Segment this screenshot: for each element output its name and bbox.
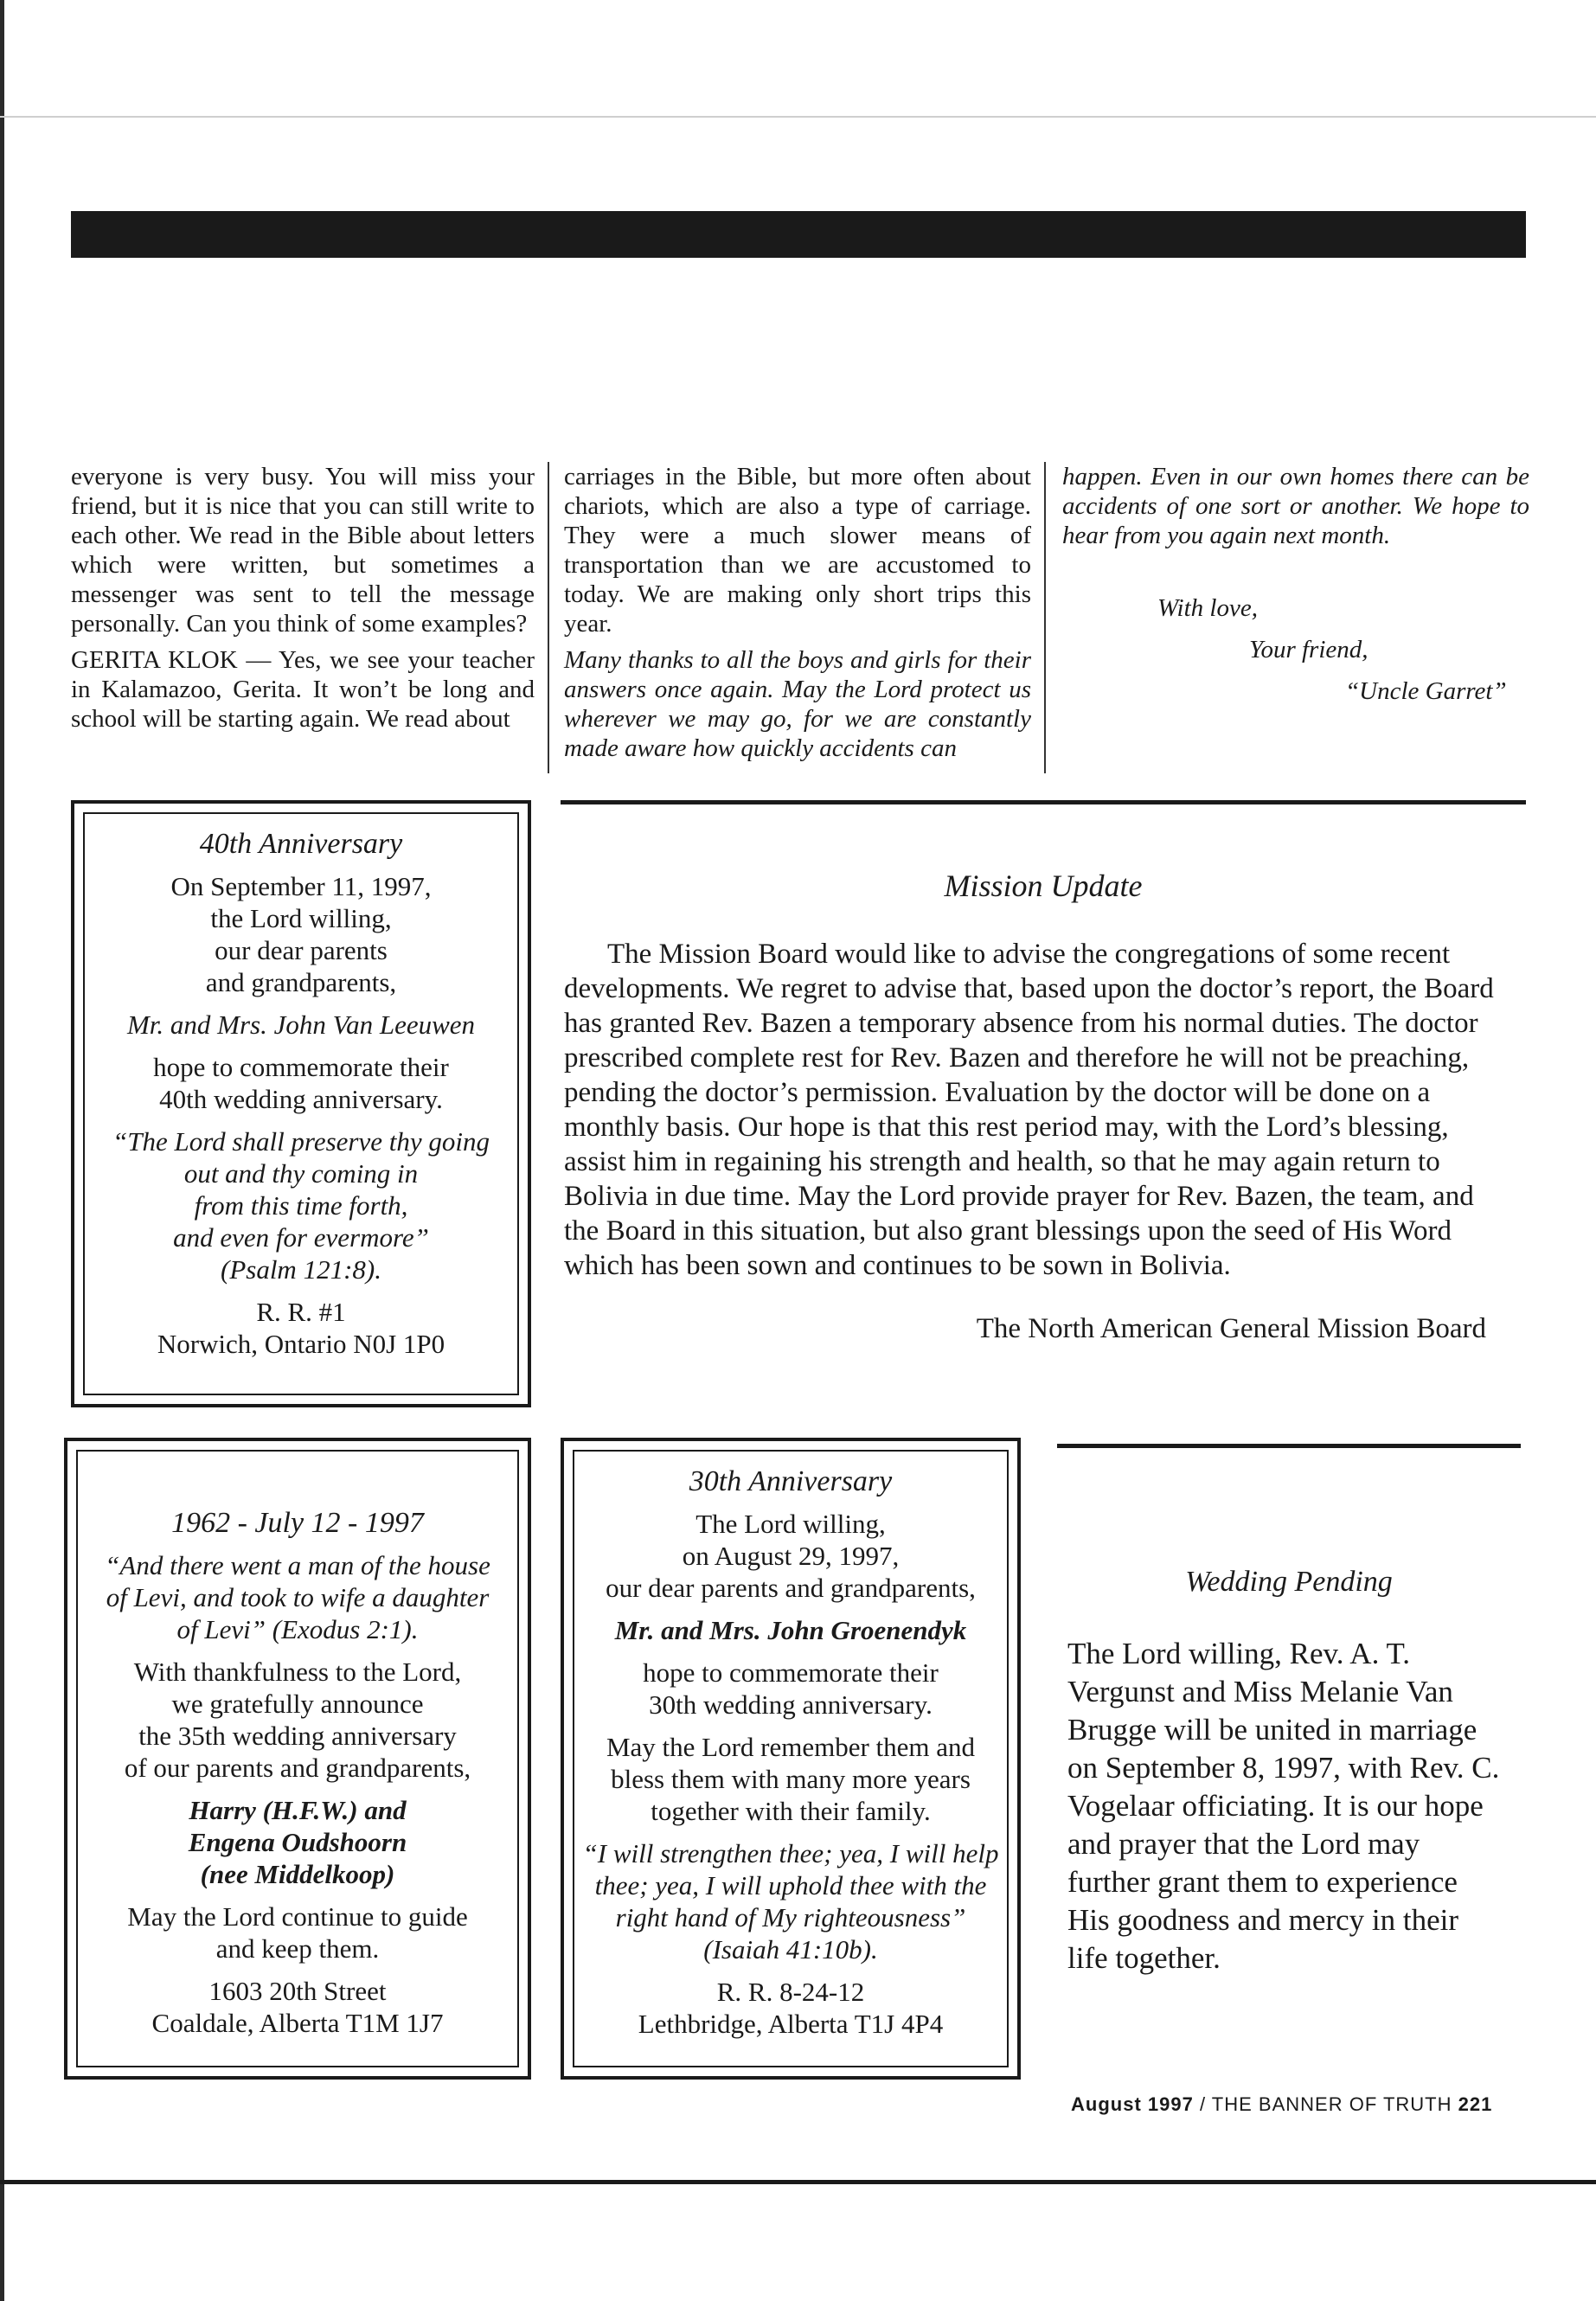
text-line: (Psalm 121:8).: [221, 1254, 381, 1285]
letter-column-2: [564, 462, 1031, 770]
anniversary-line: [74, 1051, 528, 1115]
page-footer: [1071, 2093, 1492, 2116]
text-line: “The Lord shall preserve thy going: [112, 1126, 490, 1157]
text-line: With thankfulness to the Lord,: [133, 1657, 462, 1687]
text-line: “I will strengthen thee; yea, I will help: [582, 1838, 999, 1868]
anniversary-title: 40th Anniversary: [199, 828, 403, 860]
text-line: of Levi, and took to wife a daughter: [106, 1582, 490, 1612]
text-line: Lethbridge, Alberta T1J 4P4: [638, 2009, 944, 2039]
footer-page-number: 221: [1458, 2093, 1493, 2115]
text-line: (nee Middelkoop): [200, 1859, 395, 1889]
text-line: on August 29, 1997,: [682, 1541, 900, 1571]
anniversary-35-content: [67, 1507, 528, 2049]
text-line: On September 11, 1997,: [170, 871, 432, 901]
text-line: hope to commemorate their: [153, 1052, 449, 1082]
text-line: the Lord willing,: [210, 903, 392, 933]
anniversary-body: [67, 1656, 528, 1784]
letter-closing: Your friend,: [1249, 636, 1368, 663]
page-bottom-rule: [0, 2180, 1596, 2184]
text-line: bless them with many more years: [611, 1764, 971, 1794]
mission-title: Mission Update: [944, 868, 1143, 903]
address: [564, 1976, 1017, 2040]
text-line: we gratefully announce: [171, 1689, 424, 1719]
footer-separator: /: [1199, 2093, 1207, 2115]
text-line: “And there went a man of the house: [105, 1550, 490, 1580]
text-line: from this time forth,: [194, 1190, 408, 1221]
text-line: (Isaiah 41:10b).: [703, 1934, 878, 1965]
text-line: of our parents and grandparents,: [124, 1753, 471, 1783]
wedding-title: Wedding Pending: [1185, 1566, 1393, 1598]
letter-paragraph: everyone is very busy. You will miss your friend, but it is nice that you can still write to each other. We read in the Bible about letters which were written, but sometimes a messenger was sent to tell the message personally. Can you think of some examples?: [71, 463, 535, 638]
text-line: of Levi” (Exodus 2:1).: [176, 1614, 419, 1644]
couple-names: [67, 1794, 528, 1890]
text-line: The Lord willing,: [695, 1509, 886, 1539]
letter-paragraph: happen. Even in our own homes there can be accidents of one sort or another. We hope to hear from you again next month.: [1062, 463, 1529, 549]
mission-signature: The North American General Mission Board: [976, 1313, 1486, 1344]
letter-paragraph: Many thanks to all the boys and girls for their answers once again. May the Lord protect us wherever we may go, for we are constantly made aware how quickly accidents can: [564, 646, 1031, 762]
couple-names: Mr. and Mrs. John Van Leeuwen: [126, 1009, 476, 1040]
anniversary-title: 30th Anniversary: [689, 1465, 893, 1497]
anniversary-line: [564, 1657, 1017, 1721]
blessing: [67, 1900, 528, 1965]
text-line: R. R. 8-24-12: [716, 1977, 865, 2007]
anniversary-40-content: [74, 828, 528, 1370]
mission-top-rule: [561, 800, 1526, 804]
text-line: our dear parents: [215, 935, 388, 965]
text-line: hope to commemorate their: [643, 1657, 939, 1688]
anniversary-intro: [564, 1508, 1017, 1604]
letter-closing: With love,: [1157, 594, 1258, 622]
text-line: Coaldale, Alberta T1M 1J7: [151, 2008, 444, 2038]
letter-column-3: [1062, 462, 1529, 557]
text-line: our dear parents and grandparents,: [606, 1573, 976, 1603]
text-line: and keep them.: [215, 1933, 380, 1964]
column-divider: [548, 462, 549, 773]
text-line: May the Lord remember them and: [606, 1732, 976, 1762]
letter-column-1: [71, 462, 535, 740]
anniversary-title: 1962 - July 12 - 1997: [171, 1507, 424, 1539]
anniversary-30-content: [564, 1465, 1017, 2050]
text-line: 1603 20th Street: [208, 1976, 387, 2006]
text-line: May the Lord continue to guide: [127, 1901, 468, 1932]
text-line: Norwich, Ontario N0J 1P0: [157, 1329, 445, 1359]
footer-date: August 1997: [1071, 2093, 1194, 2115]
scripture-verse: [564, 1837, 1017, 1965]
text-line: thee; yea, I will uphold thee with the: [594, 1870, 987, 1900]
anniversary-40-box: [71, 800, 531, 1407]
footer-magazine: THE BANNER OF TRUTH: [1211, 2093, 1452, 2115]
text-line: and grandparents,: [205, 967, 397, 997]
text-line: out and thy coming in: [183, 1158, 419, 1189]
text-line: together with their family.: [651, 1796, 931, 1826]
text-line: R. R. #1: [256, 1297, 346, 1327]
text-line: 40th wedding anniversary.: [159, 1084, 443, 1114]
column-divider: [1044, 462, 1046, 773]
anniversary-intro: [74, 870, 528, 998]
letter-paragraph: carriages in the Bible, but more often about chariots, which are also a type of carriage. They were a much slower means of transportation than we are accustomed to today. We are making only short trips this year.: [564, 463, 1031, 638]
wedding-body: The Lord willing, Rev. A. T. Vergunst and Miss Melanie Van Brugge will be united in marriage on September 8, 1997, with Rev. C. Vogelaar officiating. It is our hope and prayer that the Lord may further grant them to experience His goodness and mercy in their life together.: [1067, 1637, 1500, 1975]
letter-signature: “Uncle Garret”: [1345, 677, 1507, 705]
header-banner: [71, 211, 1526, 258]
text-line: 30th wedding anniversary.: [649, 1689, 933, 1720]
text-line: Harry (H.F.W.) and: [189, 1795, 407, 1825]
wedding-top-rule: [1057, 1444, 1521, 1448]
couple-names: Mr. and Mrs. John Groenendyk: [614, 1615, 967, 1645]
scan-edge: [0, 0, 4, 2301]
blessing: [564, 1731, 1017, 1827]
anniversary-30-box: [561, 1438, 1021, 2080]
text-line: Engena Oudshoorn: [188, 1827, 407, 1857]
mission-paragraph: The Mission Board would like to advise the congregations of some recent developments. We regret to advise that, based upon the doctor’s report, the Board has granted Rev. Bazen a temporary absence from his normal duties. The doctor prescribed complete rest for Rev. Bazen and therefore he will not be preaching, pending the doctor’s permission. Evaluation by the doctor will be done on a monthly basis. Our hope is that this rest period may, with the Lord’s blessing, assist him in regaining his strength and health, so that he may again return to Bolivia in due time. May the Lord provide prayer for Rev. Bazen, the team, and the Board in this situation, but also grant blessings upon the seed of His Word which has been sown and continues to be sown in Bolivia.: [564, 939, 1494, 1281]
text-line: the 35th wedding anniversary: [138, 1721, 457, 1751]
address: [74, 1296, 528, 1360]
scripture-verse: [67, 1549, 528, 1645]
page-top-rule: [0, 116, 1596, 118]
anniversary-35-box: [64, 1438, 531, 2080]
text-line: and even for evermore”: [173, 1222, 429, 1253]
scripture-verse: [74, 1125, 528, 1285]
text-line: right hand of My righteousness”: [615, 1902, 966, 1932]
letter-paragraph: GERITA KLOK — Yes, we see your teacher in Kalamazoo, Gerita. It won’t be long and school will be starting again. We read about: [71, 646, 535, 733]
address: [67, 1975, 528, 2039]
mission-body: [564, 937, 1509, 1283]
